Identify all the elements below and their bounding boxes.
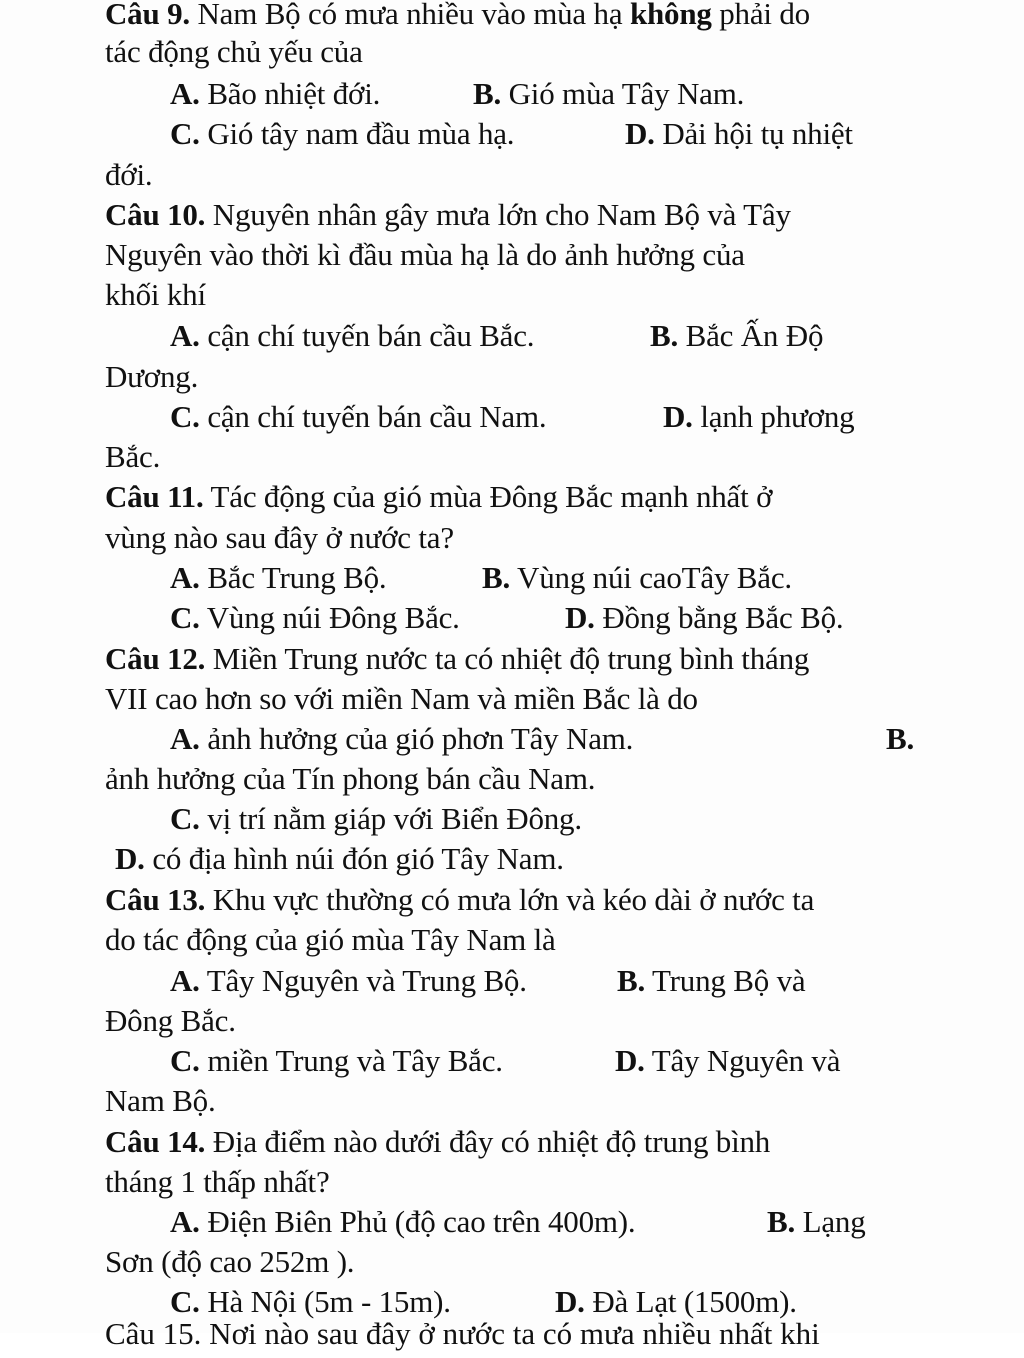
question-14-stem-line-2: tháng 1 thấp nhất? <box>105 1164 330 1199</box>
option-label: D. <box>555 1284 585 1319</box>
question-10-label: Câu 10. <box>105 197 206 232</box>
question-11-option-b <box>482 558 792 598</box>
question-9-option-c <box>170 114 514 154</box>
option-text: ảnh hưởng của gió phơn Tây Nam. <box>207 721 634 756</box>
option-text: Gió mùa Tây Nam. <box>508 76 745 111</box>
question-13-option-c <box>170 1041 503 1081</box>
option-label: D. <box>663 399 693 434</box>
question-11-stem-line-2: vùng nào sau đây ở nước ta? <box>105 520 454 555</box>
option-label: C. <box>170 1043 200 1078</box>
question-12-option-b-continued: ảnh hưởng của Tín phong bán cầu Nam. <box>105 761 596 796</box>
option-text: vị trí nằm giáp với Biển Đông. <box>207 801 582 836</box>
option-label: B. <box>473 76 502 111</box>
option-label: D. <box>615 1043 645 1078</box>
question-10-stem-line-2: Nguyên vào thời kì đầu mùa hạ là do ảnh hưởng của <box>105 237 745 272</box>
option-text: Tây Nguyên và Trung Bộ. <box>206 963 527 998</box>
option-text: Vùng núi Đông Bắc. <box>206 600 460 635</box>
option-label: B. <box>482 560 511 595</box>
option-text: Điện Biên Phủ (độ cao trên 400m). <box>207 1204 636 1239</box>
question-13-option-b-continued: Đông Bắc. <box>105 1003 236 1038</box>
cutoff-text: Câu 15. Nơi nào sau đây ở nước ta có mưa nhiều nhất khi <box>105 1316 820 1351</box>
cutoff-next-question-line <box>105 1316 935 1351</box>
question-13-option-d <box>615 1041 840 1081</box>
option-text: miền Trung và Tây Bắc. <box>207 1043 503 1078</box>
question-12-label: Câu 12. <box>105 641 206 676</box>
question-14-label: Câu 14. <box>105 1124 206 1159</box>
option-label: A. <box>170 721 200 756</box>
question-12-option-d <box>115 839 564 879</box>
option-label: B. <box>617 963 646 998</box>
question-12-option-b <box>886 719 914 759</box>
option-label: D. <box>625 116 655 151</box>
question-9-stem-line-1 <box>105 0 810 34</box>
question-12-option-a <box>170 719 633 759</box>
option-text: Gió tây nam đầu mùa hạ. <box>207 116 515 151</box>
question-10-option-b <box>650 316 823 356</box>
question-11-option-d <box>565 598 843 638</box>
option-text: Vùng núi caoTây Bắc. <box>517 560 792 595</box>
option-label: A. <box>170 76 200 111</box>
option-text: Bão nhiệt đới. <box>207 76 381 111</box>
question-13-option-d-continued: Nam Bộ. <box>105 1083 216 1118</box>
question-10-option-b-continued: Dương. <box>105 359 199 394</box>
question-9-option-d <box>625 114 853 154</box>
option-text: Bắc Trung Bộ. <box>207 560 387 595</box>
question-13-option-a <box>170 961 527 1001</box>
question-10-stem-line-1 <box>105 195 791 235</box>
option-text: Dải hội tụ nhiệt <box>662 116 853 151</box>
question-14-option-b-continued: Sơn (độ cao 252m ). <box>105 1244 355 1279</box>
stem-text: Tác động của gió mùa Đông Bắc mạnh nhất ở <box>210 479 773 514</box>
option-label: D. <box>565 600 595 635</box>
option-text: Trung Bộ và <box>652 963 806 998</box>
question-10-option-c <box>170 397 546 437</box>
question-14-option-b <box>767 1202 866 1242</box>
option-label: B. <box>886 721 915 756</box>
question-11-option-a <box>170 558 386 598</box>
question-10-option-d <box>663 397 854 437</box>
question-14-option-a <box>170 1202 636 1242</box>
option-label: C. <box>170 600 200 635</box>
option-text: Đà Lạt (1500m). <box>592 1284 797 1319</box>
option-label: C. <box>170 1284 200 1319</box>
question-9-option-d-continued: đới. <box>105 157 153 192</box>
option-label: C. <box>170 116 200 151</box>
option-text: lạnh phương <box>700 399 855 434</box>
question-11-option-c <box>170 598 460 638</box>
stem-text: Nam Bộ có mưa nhiều vào mùa hạ <box>197 0 623 31</box>
stem-text: Khu vực thường có mưa lớn và kéo dài ở nước ta <box>212 882 815 917</box>
option-text: Hà Nội (5m - 15m). <box>207 1284 451 1319</box>
stem-text: Miền Trung nước ta có nhiệt độ trung bình tháng <box>212 641 810 676</box>
question-11-label: Câu 11. <box>105 479 204 514</box>
question-10-option-d-continued: Bắc. <box>105 439 161 474</box>
option-label: B. <box>767 1204 796 1239</box>
question-12-stem-line-2: VII cao hơn so với miền Nam và miền Bắc là do <box>105 681 698 716</box>
option-label: A. <box>170 963 200 998</box>
question-9-option-b <box>473 74 744 114</box>
option-label: C. <box>170 399 200 434</box>
option-text: Tây Nguyên và <box>651 1043 841 1078</box>
question-13-stem-line-1 <box>105 880 814 920</box>
question-10-stem-line-3: khối khí <box>105 277 206 312</box>
option-text: Lạng <box>802 1204 866 1239</box>
question-14-stem-line-1 <box>105 1122 770 1162</box>
option-label: A. <box>170 318 200 353</box>
stem-text: Nguyên nhân gây mưa lớn cho Nam Bộ và Tây <box>212 197 791 232</box>
question-9-label: Câu 9. <box>105 0 190 31</box>
question-12-option-c <box>170 799 582 839</box>
option-label: A. <box>170 560 200 595</box>
emphasis-text: không <box>629 0 712 31</box>
question-10-option-a <box>170 316 534 356</box>
stem-text: phải do <box>719 0 810 31</box>
stem-text: Địa điểm nào dưới đây có nhiệt độ trung bình <box>212 1124 771 1159</box>
option-text: Đồng bằng Bắc Bộ. <box>602 600 844 635</box>
option-text: Bắc Ấn Độ <box>685 318 824 353</box>
option-label: D. <box>115 841 145 876</box>
option-text: cận chí tuyến bán cầu Bắc. <box>207 318 535 353</box>
question-9-option-a <box>170 74 380 114</box>
option-text: có địa hình núi đón gió Tây Nam. <box>152 841 564 876</box>
option-label: C. <box>170 801 200 836</box>
question-13-stem-line-2: do tác động của gió mùa Tây Nam là <box>105 922 556 957</box>
question-13-option-b <box>617 961 805 1001</box>
option-label: A. <box>170 1204 200 1239</box>
option-label: B. <box>650 318 679 353</box>
question-9-stem-line-2: tác động chủ yếu của <box>105 34 363 69</box>
question-12-stem-line-1 <box>105 639 809 679</box>
option-text: cận chí tuyến bán cầu Nam. <box>207 399 547 434</box>
question-13-label: Câu 13. <box>105 882 206 917</box>
question-11-stem-line-1 <box>105 477 772 517</box>
